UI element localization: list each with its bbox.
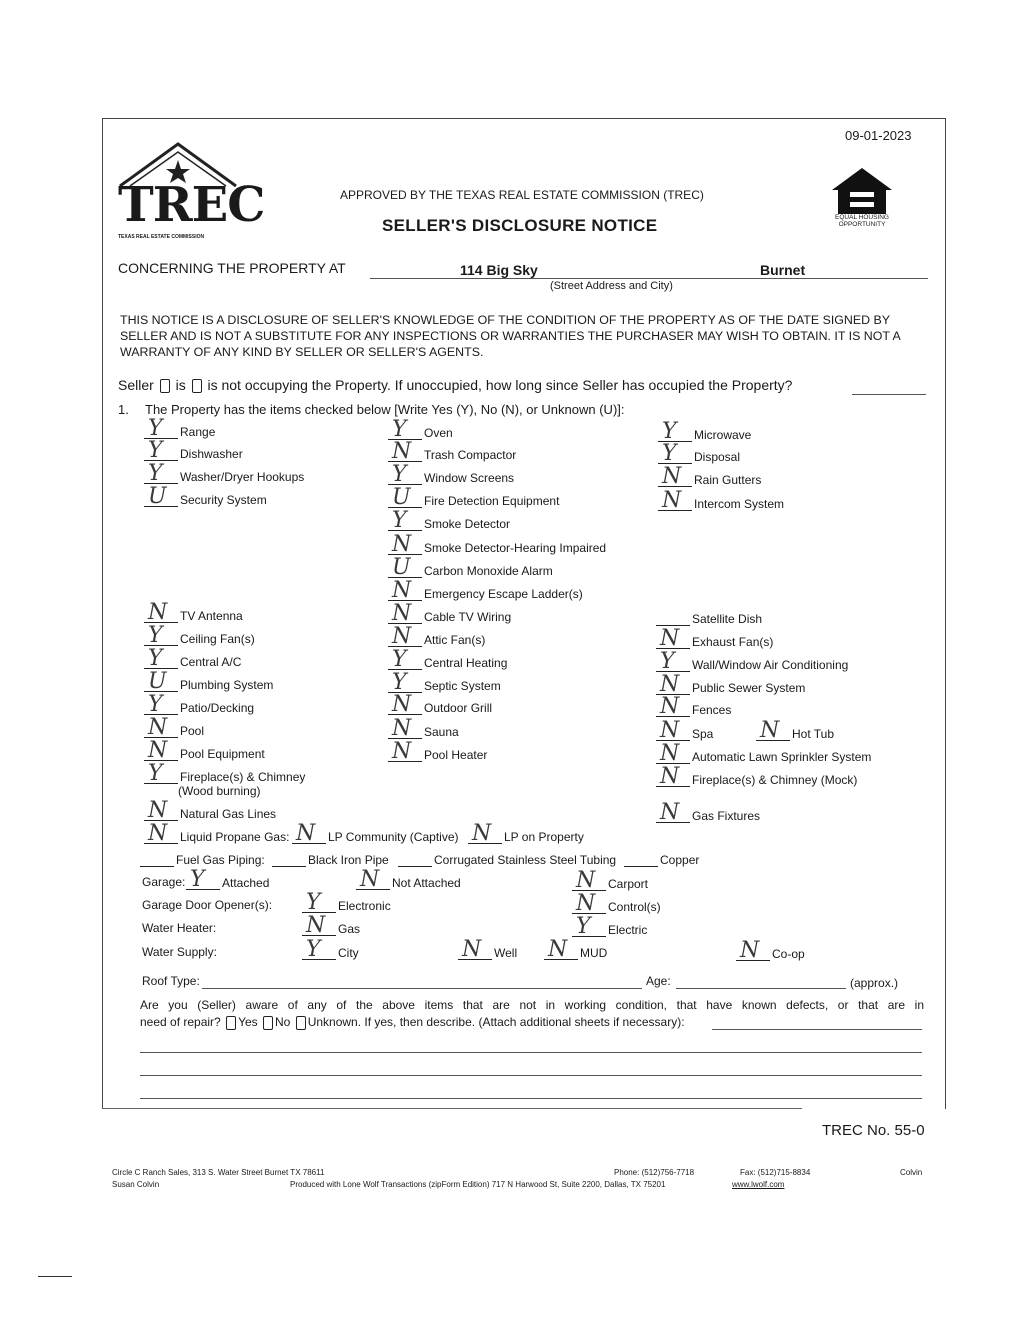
item-dishwasher[interactable] — [144, 438, 243, 463]
mark-co: U — [392, 555, 411, 580]
q1-text: The Property has the items checked below [Write Yes (Y), No (N), or Unknown (U)]: — [145, 402, 625, 417]
label-range: Range — [180, 425, 216, 439]
water-supply-label: Water Supply: — [142, 945, 217, 959]
mark-sewer: N — [660, 672, 680, 697]
occupancy-text: is not occupying the Property. If unoccupied, how long since Seller has occupied the Property? — [207, 377, 793, 393]
mark-plumbing: U — [148, 669, 167, 694]
item-spa[interactable] — [656, 718, 714, 743]
mark-fireplace-mock: N — [660, 764, 680, 789]
equal-housing-text: EQUAL HOUSING OPPORTUNITY — [835, 214, 889, 228]
label-escape: Emergency Escape Ladder(s) — [424, 587, 583, 601]
mark-lp-community: N — [296, 821, 316, 846]
label-dishwasher: Dishwasher — [180, 447, 243, 461]
mark-wall-ac: Y — [660, 649, 675, 674]
label-heater-gas: Gas — [338, 922, 361, 936]
label-csst: Corrugated Stainless Steel Tubing — [434, 853, 617, 867]
item-pool[interactable] — [144, 715, 205, 740]
label-smoke: Smoke Detector — [424, 517, 511, 531]
roof-age-label: Age: — [646, 974, 671, 988]
item-plumbing[interactable] — [144, 669, 274, 694]
mark-central-ac: Y — [148, 646, 163, 671]
label-sauna: Sauna — [424, 725, 459, 739]
mark-central-heat: Y — [392, 647, 407, 672]
mark-gas-fixtures: N — [660, 800, 680, 825]
label-cable: Cable TV Wiring — [424, 610, 512, 624]
label-washer: Washer/Dryer Hookups — [180, 470, 305, 484]
label-co: Carbon Monoxide Alarm — [424, 564, 553, 578]
mark-pool-heater: N — [392, 739, 412, 764]
item-fences[interactable] — [656, 694, 732, 719]
item-patio[interactable] — [144, 692, 255, 717]
item-csst[interactable] — [398, 852, 616, 867]
label-grill: Outdoor Grill — [424, 701, 493, 715]
q1-number: 1. — [118, 402, 129, 417]
label-black-iron: Black Iron Pipe — [308, 853, 389, 867]
label-satellite: Satellite Dish — [692, 612, 763, 626]
defects-yes-checkbox[interactable] — [226, 1016, 236, 1030]
label-central-heat: Central Heating — [424, 656, 508, 670]
approved-by: APPROVED BY THE TEXAS REAL ESTATE COMMISSION (TREC) — [340, 188, 704, 202]
label-pool: Pool — [180, 724, 205, 738]
garage-label: Garage: — [142, 875, 186, 889]
footer-fax: Fax: (512)715-8834 — [740, 1168, 811, 1177]
footer-url[interactable]: www.lwolf.com — [732, 1180, 785, 1189]
mark-microwave: Y — [662, 419, 677, 444]
roof-type-label: Roof Type: — [142, 974, 200, 988]
mark-washer: Y — [148, 461, 163, 486]
defects-unknown: Unknown. If yes, then describe. (Attach additional sheets if necessary): — [307, 1015, 685, 1029]
mark-escape: N — [392, 578, 412, 603]
footer-broker: Circle C Ranch Sales, 313 S. Water Street Burnet TX 78611 — [112, 1168, 325, 1177]
label-security: Security System — [180, 493, 267, 507]
label-garage-not-attached: Not Attached — [392, 876, 461, 890]
mark-gutters: N — [662, 464, 682, 489]
mark-supply-coop: N — [740, 938, 760, 963]
label-attic: Attic Fan(s) — [424, 633, 486, 647]
item-exhaust[interactable] — [656, 626, 774, 651]
mark-dishwasher: Y — [148, 438, 163, 463]
mark-sauna: N — [392, 716, 412, 741]
mark-supply-mud: N — [548, 937, 568, 962]
defects-no-checkbox[interactable] — [263, 1016, 273, 1030]
label-central-ac: Central A/C — [180, 655, 242, 669]
mark-lp-property: N — [472, 821, 492, 846]
defects-repair: need of repair? — [140, 1015, 221, 1029]
item-heater-electric[interactable] — [572, 914, 648, 939]
mark-heater-gas: N — [306, 913, 326, 938]
label-lp-community: LP Community (Captive) — [328, 830, 459, 844]
label-trash: Trash Compactor — [424, 448, 517, 462]
label-supply-city: City — [338, 946, 359, 960]
mark-sprinkler: N — [660, 741, 680, 766]
label-gas-fixtures: Gas Fixtures — [692, 809, 761, 823]
occupying-is-not-checkbox[interactable] — [192, 379, 202, 393]
item-natural-gas[interactable] — [144, 798, 277, 823]
item-sprinkler[interactable] — [656, 741, 872, 766]
mark-septic: Y — [392, 670, 407, 695]
item-septic[interactable] — [388, 670, 501, 695]
mark-pool-equipment: N — [148, 738, 168, 763]
label-supply-coop: Co-op — [772, 947, 805, 961]
item-microwave[interactable] — [658, 419, 752, 444]
mark-fireplace: Y — [148, 761, 163, 786]
label-sprinkler: Automatic Lawn Sprinkler System — [692, 750, 872, 764]
property-city[interactable]: Burnet — [760, 262, 806, 278]
mark-disposal: Y — [662, 441, 677, 466]
item-attic[interactable] — [388, 624, 486, 649]
label-propane: Liquid Propane Gas: — [180, 830, 290, 844]
mark-tv-antenna: N — [148, 600, 168, 625]
trec-form-number: TREC No. 55-0 — [822, 1122, 925, 1139]
item-carport[interactable] — [572, 868, 649, 893]
mark-range: Y — [148, 416, 163, 441]
item-hot-tub[interactable] — [756, 718, 835, 743]
defects-unknown-checkbox[interactable] — [296, 1016, 306, 1030]
form-date: 09-01-2023 — [845, 128, 912, 143]
item-screens[interactable] — [388, 462, 515, 487]
label-carport: Carport — [608, 877, 649, 891]
occupying-is-checkbox[interactable] — [160, 379, 170, 393]
item-pool-heater[interactable] — [388, 739, 488, 764]
label-fire: Fire Detection Equipment — [424, 494, 560, 508]
label-pool-heater: Pool Heater — [424, 748, 488, 762]
label-fireplace-mock: Fireplace(s) & Chimney (Mock) — [692, 773, 858, 787]
defects-yes: Yes — [238, 1015, 258, 1029]
label-fireplace: Fireplace(s) & Chimney — [180, 770, 306, 784]
item-ceiling[interactable] — [144, 623, 255, 648]
label-oven: Oven — [424, 426, 453, 440]
footer-produced: Produced with Lone Wolf Transactions (zipForm Edition) 717 N Harwood St, Suite 2200, Dallas, TX 75201 — [290, 1180, 666, 1189]
item-sauna[interactable] — [388, 716, 459, 741]
water-heater-label: Water Heater: — [142, 921, 217, 935]
property-caption: (Street Address and City) — [550, 280, 673, 292]
item-central-heat[interactable] — [388, 647, 508, 672]
mark-spa: N — [660, 718, 680, 743]
item-propane[interactable] — [144, 821, 290, 846]
page-title: SELLER'S DISCLOSURE NOTICE — [382, 216, 658, 235]
label-wall-ac: Wall/Window Air Conditioning — [692, 658, 849, 672]
footer-phone: Phone: (512)756-7718 — [614, 1168, 695, 1177]
item-supply-well[interactable] — [458, 937, 518, 962]
item-smoke[interactable] — [388, 508, 511, 533]
mark-fire: U — [392, 485, 411, 510]
item-fuel-piping[interactable] — [140, 852, 265, 867]
label-hot-tub: Hot Tub — [792, 727, 835, 741]
item-sewer[interactable] — [656, 672, 806, 697]
item-range[interactable] — [144, 416, 216, 441]
label-garage-attached: Attached — [222, 876, 270, 890]
label-microwave: Microwave — [694, 428, 752, 442]
roof-approx: (approx.) — [850, 976, 899, 990]
label-fences: Fences — [692, 703, 732, 717]
mark-garage-attached: Y — [190, 867, 205, 892]
item-copper[interactable] — [624, 852, 699, 867]
item-lp-community[interactable] — [292, 821, 459, 846]
equal-housing-icon — [826, 164, 898, 236]
page-mark — [38, 1276, 72, 1277]
footer-agent: Susan Colvin — [112, 1180, 160, 1189]
mark-smoke-hi: N — [392, 532, 412, 557]
property-line — [370, 278, 928, 279]
label-sewer: Public Sewer System — [692, 681, 806, 695]
label-gutters: Rain Gutters — [694, 473, 762, 487]
mark-heater-electric: Y — [576, 914, 591, 939]
item-fireplace[interactable] — [144, 761, 306, 786]
item-security[interactable] — [144, 484, 267, 509]
item-opener-controls[interactable] — [572, 891, 661, 916]
item-lp-property[interactable] — [468, 821, 584, 846]
mark-opener-electronic: Y — [306, 890, 321, 915]
label-tv-antenna: TV Antenna — [180, 609, 243, 623]
occupancy-seller: Seller — [118, 377, 154, 393]
item-pool-equipment[interactable] — [144, 738, 265, 763]
occupancy-is: is — [175, 377, 186, 393]
mark-pool: N — [148, 715, 168, 740]
label-natural-gas: Natural Gas Lines — [180, 807, 277, 821]
label-pool-equipment: Pool Equipment — [180, 747, 265, 761]
item-fireplace-mock[interactable] — [656, 764, 858, 789]
item-grill[interactable] — [388, 692, 493, 717]
mark-opener-controls: N — [576, 891, 596, 916]
label-smoke-hi: Smoke Detector-Hearing Impaired — [424, 541, 607, 555]
mark-security: U — [148, 484, 167, 509]
item-gutters[interactable] — [658, 464, 762, 489]
label-heater-electric: Electric — [608, 923, 648, 937]
label-lp-property: LP on Property — [504, 830, 584, 844]
defects-line-2[interactable] — [140, 1075, 922, 1076]
roof-type-field[interactable] — [202, 988, 642, 989]
defects-line-1[interactable] — [140, 1052, 922, 1053]
occupancy-duration-field[interactable] — [852, 394, 926, 395]
item-supply-city[interactable] — [302, 937, 359, 962]
trec-logo-subtitle: TEXAS REAL ESTATE COMMISSION — [118, 234, 205, 240]
mark-trash: N — [392, 439, 412, 464]
label-septic: Septic System — [424, 679, 501, 693]
label-intercom: Intercom System — [694, 497, 785, 511]
mark-supply-well: N — [462, 937, 482, 962]
mark-smoke: Y — [392, 508, 407, 533]
opener-label: Garage Door Opener(s): — [142, 898, 273, 912]
item-satellite[interactable] — [656, 611, 762, 626]
item-oven[interactable] — [388, 417, 453, 442]
footer-right: Colvin — [900, 1168, 923, 1177]
disclosure-notice: THIS NOTICE IS A DISCLOSURE OF SELLER'S KNOWLEDGE OF THE CONDITION OF THE PROPERTY AS OF THE DATE SIGNED BY SELLER AND IS NOT A SUBSTITUTE FOR ANY INSPECTIONS OR WARRANTIES THE PURCHASER MAY WISH TO OBTAIN. IT IS NOT A WARRANTY OF ANY KIND BY SELLER OR SELLER'S AGENTS. — [120, 313, 901, 359]
item-disposal[interactable] — [658, 441, 741, 466]
label-patio: Patio/Decking — [180, 701, 255, 715]
trec-logo — [116, 142, 265, 242]
item-garage-attached[interactable] — [186, 867, 270, 892]
property-label: CONCERNING THE PROPERTY AT — [118, 260, 346, 276]
item-fire[interactable] — [388, 485, 560, 510]
mark-supply-city: Y — [306, 937, 321, 962]
label-fuel-piping: Fuel Gas Piping: — [176, 853, 265, 867]
item-smoke-hi[interactable] — [388, 532, 607, 557]
mark-oven: Y — [392, 417, 407, 442]
item-cable[interactable] — [388, 601, 512, 626]
label-fireplace-sub: (Wood burning) — [178, 784, 261, 798]
mark-ceiling: Y — [148, 623, 163, 648]
defects-line2 — [140, 1015, 685, 1030]
mark-patio: Y — [148, 692, 163, 717]
label-supply-well: Well — [494, 946, 518, 960]
mark-carport: N — [576, 868, 596, 893]
item-tv-antenna[interactable] — [144, 600, 243, 625]
item-opener-electronic[interactable] — [302, 890, 391, 915]
item-intercom[interactable] — [658, 488, 785, 513]
mark-intercom: N — [662, 488, 682, 513]
label-supply-mud: MUD — [580, 946, 608, 960]
item-supply-mud[interactable] — [544, 937, 608, 962]
item-trash[interactable] — [388, 439, 517, 464]
item-central-ac[interactable] — [144, 646, 242, 671]
item-co[interactable] — [388, 555, 553, 580]
item-supply-coop[interactable] — [736, 938, 805, 963]
mark-exhaust: N — [660, 626, 680, 651]
label-disposal: Disposal — [694, 450, 741, 464]
label-screens: Window Screens — [424, 471, 515, 485]
defects-describe-field[interactable] — [712, 1029, 922, 1030]
mark-attic: N — [392, 624, 412, 649]
item-garage-not-attached[interactable] — [356, 867, 461, 892]
trec-logo-text: TREC — [118, 177, 265, 233]
item-black-iron[interactable] — [272, 852, 389, 867]
defects-no: No — [275, 1015, 291, 1029]
occupancy-question — [118, 377, 792, 393]
label-copper: Copper — [660, 853, 700, 867]
mark-screens: Y — [392, 462, 407, 487]
item-washer[interactable] — [144, 461, 305, 486]
mark-grill: N — [392, 692, 412, 717]
label-plumbing: Plumbing System — [180, 678, 274, 692]
item-gas-fixtures[interactable] — [656, 800, 761, 825]
item-escape[interactable] — [388, 578, 583, 603]
mark-propane: N — [148, 821, 168, 846]
defects-question: Are you (Seller) aware of any of the above items that are not in working condition, that have known defects, or that are in — [140, 998, 924, 1012]
item-heater-gas[interactable] — [302, 913, 361, 938]
label-opener-electronic: Electronic — [338, 899, 391, 913]
item-wall-ac[interactable] — [656, 649, 849, 674]
mark-natural-gas: N — [148, 798, 168, 823]
roof-age-field[interactable] — [676, 988, 846, 989]
label-opener-controls: Control(s) — [608, 900, 661, 914]
mark-garage-not-attached: N — [360, 867, 380, 892]
mark-cable: N — [392, 601, 412, 626]
form-border-bottom — [102, 1108, 802, 1109]
mark-fences: N — [660, 694, 680, 719]
label-ceiling: Ceiling Fan(s) — [180, 632, 255, 646]
mark-hot-tub: N — [760, 718, 780, 743]
label-exhaust: Exhaust Fan(s) — [692, 635, 774, 649]
label-spa: Spa — [692, 727, 714, 741]
defects-line-3[interactable] — [140, 1098, 922, 1099]
property-address[interactable]: 114 Big Sky — [460, 262, 538, 278]
